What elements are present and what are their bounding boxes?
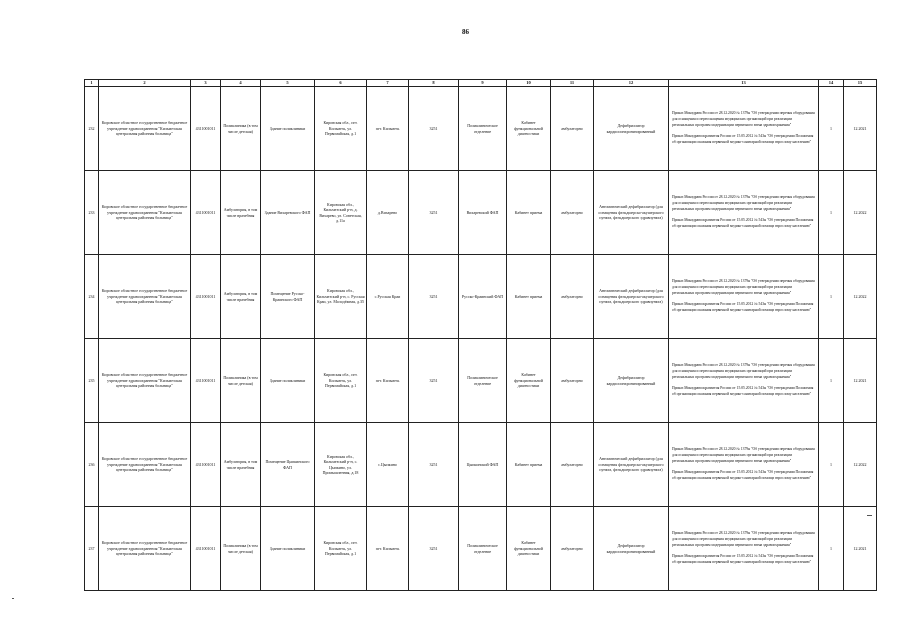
row-number-cell: 233	[85, 171, 99, 255]
unit-type-cell: Амбулатория, в том числе врачебная	[221, 171, 261, 255]
regulation-cell: Приказ Минздрава России от 28.12.2020 № 1379н "Об утверждении перечня оборудования для оснащения и переоснащения медицинских организаций при реализации региональных программ модернизации первичного звена здравоохранения" Приказ Минздравсоцразвития России от 15.05.2012 № 543н "Об утверждении Положения об организации оказания первичной медико-санитарной помощи взрослому населению"	[669, 255, 819, 339]
unit-type-cell: Поликлиника (в том числе детская)	[221, 339, 261, 423]
organization-cell: Кировское областное государственное бюджетное учреждение здравоохранения "Кильмезская центральная районная больница"	[99, 507, 191, 591]
equipment-cell: Автоматический дефибриллятор (для оснащения фельдшерско-акушерского пункта, фельдшерского здравпункта)	[594, 171, 669, 255]
settlement-cell: с.Цыпкино	[367, 423, 409, 507]
quantity-cell: 1	[819, 423, 844, 507]
column-header: 10	[507, 80, 551, 87]
regulation-cell: Приказ Минздрава России от 28.12.2020 № 1379н "Об утверждении перечня оборудования для оснащения и переоснащения медицинских организаций при реализации региональных программ модернизации первичного звена здравоохранения" Приказ Минздравсоцразвития России от 15.05.2012 № 543н "Об утверждении Положения об организации оказания первичной медико-санитарной помощи взрослому населению"	[669, 423, 819, 507]
column-header: 3	[191, 80, 221, 87]
address-cell: Кировская обл., Кильмезский р-н, с. Русская Краи, ул. Молодёжная, д.35	[315, 255, 367, 339]
column-header: 7	[367, 80, 409, 87]
date-cell: 12.2021	[844, 339, 877, 423]
settlement-cell: пгт. Кильмезь	[367, 87, 409, 171]
code-cell: 3251	[409, 171, 459, 255]
page-number: 86	[462, 28, 469, 36]
org-code-cell: 4311001011	[191, 171, 221, 255]
date-cell: 12.2021	[844, 87, 877, 171]
department-cell: Русско-Краинский ФАП	[459, 255, 507, 339]
building-cell: Помещение Русско-Краинского ФАП	[261, 255, 315, 339]
regulation-cell: Приказ Минздрава России от 28.12.2020 № 1379н "Об утверждении перечня оборудования для оснащения и переоснащения медицинских организаций при реализации региональных программ модернизации первичного звена здравоохранения" Приказ Минздравсоцразвития России от 15.05.2012 № 543н "Об утверждении Положения об организации оказания первичной медико-санитарной помощи взрослому населению"	[669, 87, 819, 171]
equipment-cell: Автоматический дефибриллятор (для оснащения фельдшерско-акушерского пункта, фельдшерского здравпункта)	[594, 255, 669, 339]
regulation-cell: Приказ Минздрава России от 28.12.2020 № 1379н "Об утверждении перечня оборудования для оснащения и переоснащения медицинских организаций при реализации региональных программ модернизации первичного звена здравоохранения" Приказ Минздравсоцразвития России от 15.05.2012 № 543н "Об утверждении Положения об организации оказания первичной медико-санитарной помощи взрослому населению"	[669, 507, 819, 591]
unit-type-cell: Поликлиника (в том числе детская)	[221, 507, 261, 591]
room-cell: Кабинет функциональной диагностики	[507, 339, 551, 423]
organization-cell: Кировское областное государственное бюджетное учреждение здравоохранения "Кильмезская центральная районная больница"	[99, 87, 191, 171]
org-code-cell: 4311001011	[191, 255, 221, 339]
org-code-cell: 4311001011	[191, 423, 221, 507]
column-header: 12	[594, 80, 669, 87]
address-cell: Кировская обл., пгт. Кильмезь, ул. Первомайская, д.1	[315, 507, 367, 591]
table-row	[85, 171, 877, 255]
date-cell: 12.2022	[844, 255, 877, 339]
code-cell: 3251	[409, 339, 459, 423]
department-cell: Поликлиническое отделение	[459, 339, 507, 423]
date-cell: 12.2021	[844, 507, 877, 591]
column-header: 5	[261, 80, 315, 87]
organization-cell: Кировское областное государственное бюджетное учреждение здравоохранения "Кильмезская центральная районная больница"	[99, 339, 191, 423]
column-header: 13	[669, 80, 819, 87]
equipment-cell: Дефибриллятор кардиосинхронизированный	[594, 339, 669, 423]
scan-mark	[12, 598, 14, 599]
code-cell: 3251	[409, 255, 459, 339]
unit-type-cell: Поликлиника (в том числе детская)	[221, 87, 261, 171]
address-cell: Кировская обл., Кильмезский р-н, д. Вихарево, ул. Советская, д.11а	[315, 171, 367, 255]
quantity-cell: 1	[819, 171, 844, 255]
settlement-cell: с.Русская Краи	[367, 255, 409, 339]
column-header: 8	[409, 80, 459, 87]
care-type-cell: амбулаторно	[551, 339, 594, 423]
department-cell: Поликлиническое отделение	[459, 87, 507, 171]
regulation-cell: Приказ Минздрава России от 28.12.2020 № 1379н "Об утверждении перечня оборудования для оснащения и переоснащения медицинских организаций при реализации региональных программ модернизации первичного звена здравоохранения" Приказ Минздравсоцразвития России от 15.05.2012 № 543н "Об утверждении Положения об организации оказания первичной медико-санитарной помощи взрослому населению"	[669, 339, 819, 423]
org-code-cell: 4311001011	[191, 507, 221, 591]
address-cell: Кировская обл., пгт. Кильмезь, ул. Первомайская, д.1	[315, 87, 367, 171]
regulation-cell: Приказ Минздрава России от 28.12.2020 № 1379н "Об утверждении перечня оборудования для оснащения и переоснащения медицинских организаций при реализации региональных программ модернизации первичного звена здравоохранения" Приказ Минздравсоцразвития России от 15.05.2012 № 543н "Об утверждении Положения об организации оказания первичной медико-санитарной помощи взрослому населению"	[669, 171, 819, 255]
care-type-cell: амбулаторно	[551, 171, 594, 255]
column-header: 11	[551, 80, 594, 87]
column-header: 9	[459, 80, 507, 87]
settlement-cell: д.Вихарево	[367, 171, 409, 255]
quantity-cell: 1	[819, 87, 844, 171]
equipment-table	[84, 79, 877, 591]
address-cell: Кировская обл., Кильмезский р-н, с. Цыпкино, ул. Промышленная, д.18	[315, 423, 367, 507]
code-cell: 3251	[409, 507, 459, 591]
building-cell: Здание поликлиники	[261, 339, 315, 423]
column-header: 15	[844, 80, 877, 87]
equipment-cell: Автоматический дефибриллятор (для оснащения фельдшерско-акушерского пункта, фельдшерского здравпункта)	[594, 423, 669, 507]
table-row	[85, 339, 877, 423]
table-row	[85, 423, 877, 507]
quantity-cell: 1	[819, 339, 844, 423]
room-cell: Кабинет функциональной диагностики	[507, 507, 551, 591]
building-cell: Здание поликлиники	[261, 87, 315, 171]
row-number-cell: 236	[85, 423, 99, 507]
table-row	[85, 255, 877, 339]
settlement-cell: пгт. Кильмезь	[367, 507, 409, 591]
quantity-cell: 1	[819, 507, 844, 591]
code-cell: 3251	[409, 87, 459, 171]
building-cell: Помещение Цыпкинского ФАП	[261, 423, 315, 507]
department-cell: Цыпкинский ФАП	[459, 423, 507, 507]
column-header: 2	[99, 80, 191, 87]
unit-type-cell: Амбулатория, в том числе врачебная	[221, 423, 261, 507]
date-cell: 12.2022	[844, 171, 877, 255]
care-type-cell: амбулаторно	[551, 87, 594, 171]
department-cell: Вихаревский ФАП	[459, 171, 507, 255]
row-number-cell: 234	[85, 255, 99, 339]
column-header: 1	[85, 80, 99, 87]
org-code-cell: 4311001011	[191, 339, 221, 423]
room-cell: Кабинет приема	[507, 423, 551, 507]
organization-cell: Кировское областное государственное бюджетное учреждение здравоохранения "Кильмезская центральная районная больница"	[99, 255, 191, 339]
room-cell: Кабинет приема	[507, 255, 551, 339]
row-number-cell: 232	[85, 87, 99, 171]
organization-cell: Кировское областное государственное бюджетное учреждение здравоохранения "Кильмезская центральная районная больница"	[99, 171, 191, 255]
organization-cell: Кировское областное государственное бюджетное учреждение здравоохранения "Кильмезская центральная районная больница"	[99, 423, 191, 507]
building-cell: Здание поликлиники	[261, 507, 315, 591]
settlement-cell: пгт. Кильмезь	[367, 339, 409, 423]
address-cell: Кировская обл., пгт. Кильмезь, ул. Первомайская, д.1	[315, 339, 367, 423]
row-number-cell: 237	[85, 507, 99, 591]
care-type-cell: амбулаторно	[551, 255, 594, 339]
column-header: 4	[221, 80, 261, 87]
unit-type-cell: Амбулатория, в том числе врачебная	[221, 255, 261, 339]
date-cell: 12.2022	[844, 423, 877, 507]
table-row	[85, 87, 877, 171]
org-code-cell: 4311001011	[191, 87, 221, 171]
table-header-row	[85, 80, 877, 87]
quantity-cell: 1	[819, 255, 844, 339]
care-type-cell: амбулаторно	[551, 507, 594, 591]
scan-mark	[867, 515, 872, 516]
room-cell: Кабинет приема	[507, 171, 551, 255]
care-type-cell: амбулаторно	[551, 423, 594, 507]
column-header: 6	[315, 80, 367, 87]
column-header: 14	[819, 80, 844, 87]
code-cell: 3251	[409, 423, 459, 507]
row-number-cell: 235	[85, 339, 99, 423]
room-cell: Кабинет функциональной диагностики	[507, 87, 551, 171]
table-row	[85, 507, 877, 591]
building-cell: Здание Вихаревского ФАП	[261, 171, 315, 255]
equipment-cell: Дефибриллятор кардиосинхронизированный	[594, 507, 669, 591]
department-cell: Поликлиническое отделение	[459, 507, 507, 591]
equipment-cell: Дефибриллятор кардиосинхронизированный	[594, 87, 669, 171]
